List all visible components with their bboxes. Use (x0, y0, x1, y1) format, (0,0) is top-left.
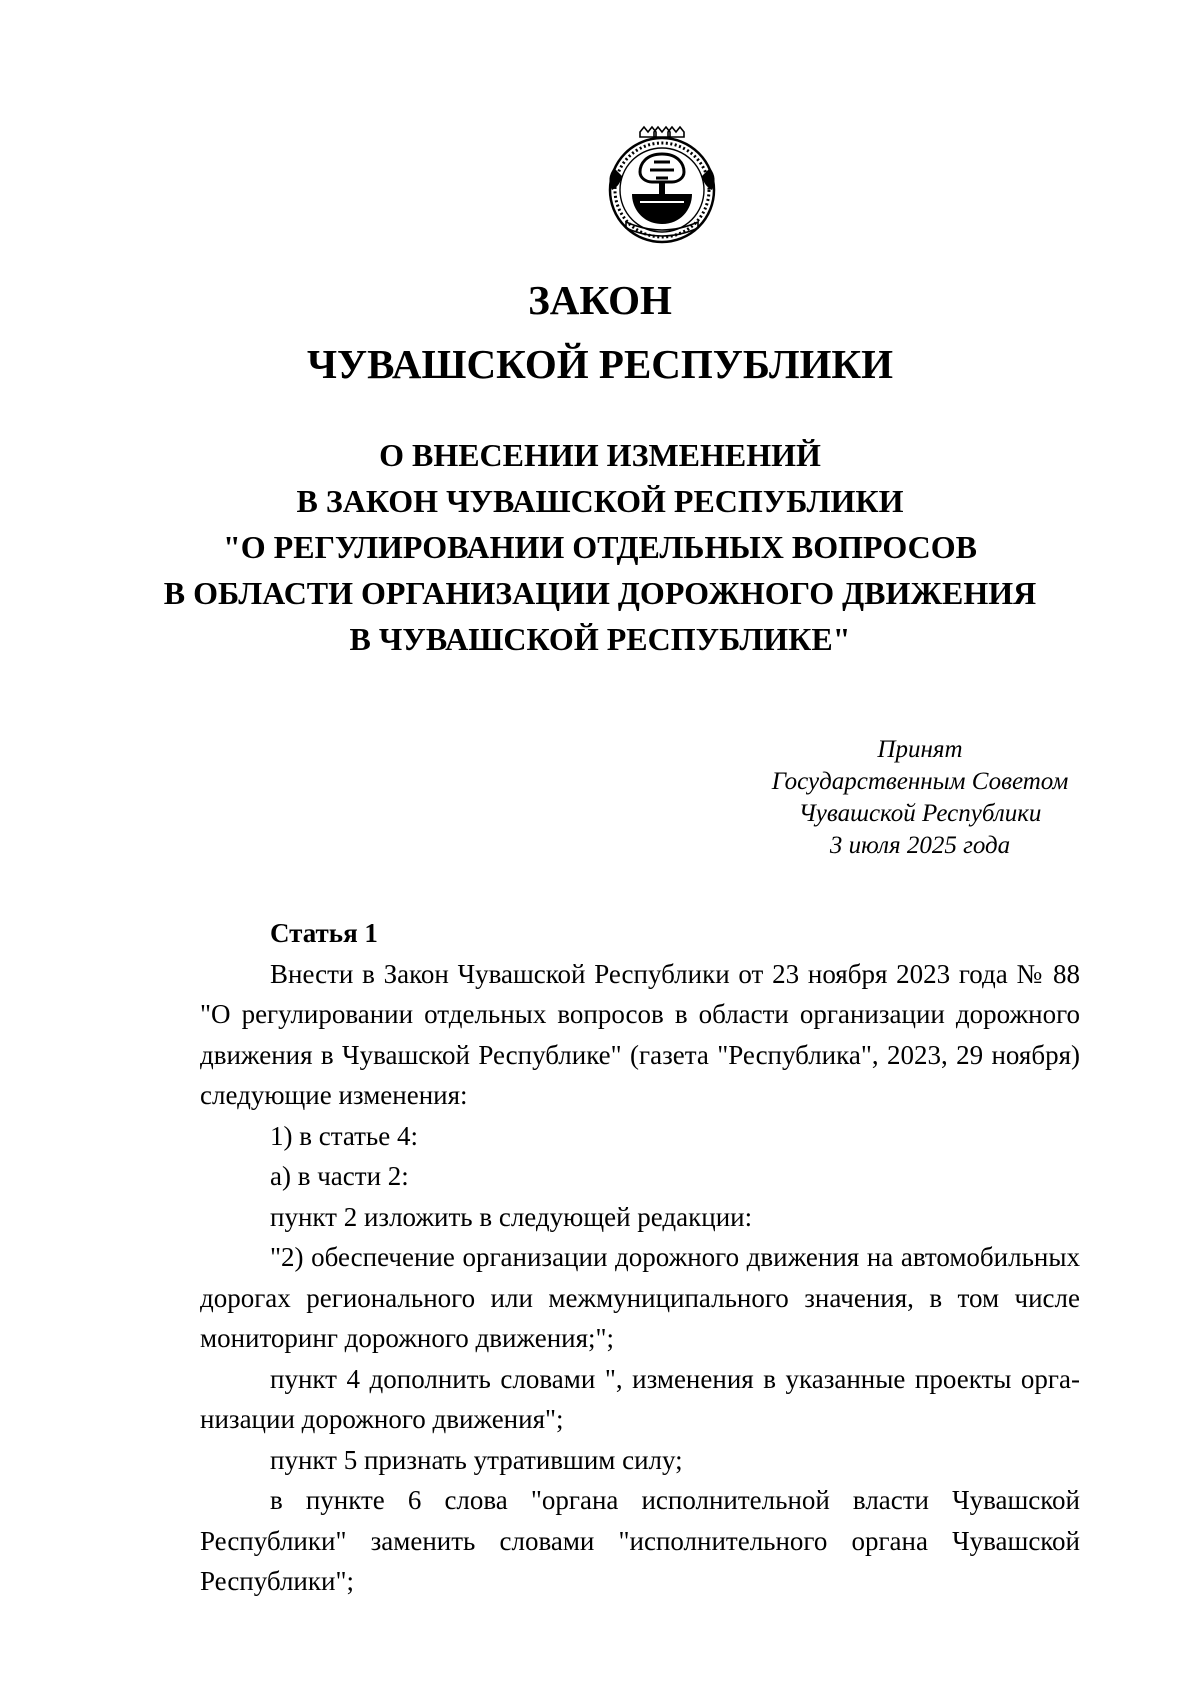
paragraph: пункт 4 дополнить словами ", изменения в указанные проекты организации дорожного движения"; (200, 1363, 1080, 1434)
subject-line: В ЗАКОН ЧУВАШСКОЙ РЕСПУБЛИКИ (296, 483, 904, 519)
law-subject (0, 432, 1200, 662)
adoption-line: Принят (877, 736, 963, 763)
paragraph: Внести в Закон Чувашской Республики от 23 ноября 2023 года № 88 "О регулировании отдельных вопросов в области организации дорожного движения в Чувашской Республике" (газета "Республика", 2023, 29 ноября) следующие изменения: (200, 958, 1080, 1110)
paragraph: пункт 2 изложить в следующей редакции: (270, 1201, 753, 1232)
paragraph: 1) в статье 4: (270, 1120, 418, 1151)
subject-line: О ВНЕСЕНИИ ИЗМЕНЕНИЙ (379, 437, 821, 473)
paragraph: пункт 5 признать утратившим силу; (270, 1444, 683, 1475)
subject-line: В ОБЛАСТИ ОРГАНИЗАЦИИ ДОРОЖНОГО ДВИЖЕНИЯ (163, 575, 1037, 611)
coat-of-arms-icon (596, 118, 728, 250)
law-title: ЗАКОН (528, 277, 672, 323)
article-1 (200, 913, 1080, 1602)
paragraph: "2) обеспечение организации дорожного движения на автомобильных дорогах регионального или межмуниципального значения, в том числе мониторинг дорожного движения;"; (200, 1242, 1080, 1353)
adoption-note (760, 734, 1080, 862)
subject-line: "О РЕГУЛИРОВАНИИ ОТДЕЛЬНЫХ ВОПРОСОВ (223, 529, 977, 565)
paragraph: в пункте 6 слова "органа исполнительной власти Чувашской Республики" заменить словами "исполнительного органа Чувашской Республики"; (200, 1485, 1080, 1596)
adoption-line: Государственным Советом (771, 768, 1069, 795)
article-heading: Статья 1 (270, 918, 378, 948)
law-jurisdiction: ЧУВАШСКОЙ РЕСПУБЛИКИ (306, 341, 894, 387)
subject-line: В ЧУВАШСКОЙ РЕСПУБЛИКЕ" (349, 621, 851, 657)
adoption-date: 3 июля 2025 года (829, 832, 1011, 859)
adoption-line: Чувашской Республики (798, 800, 1042, 827)
paragraph: а) в части 2: (270, 1161, 409, 1191)
